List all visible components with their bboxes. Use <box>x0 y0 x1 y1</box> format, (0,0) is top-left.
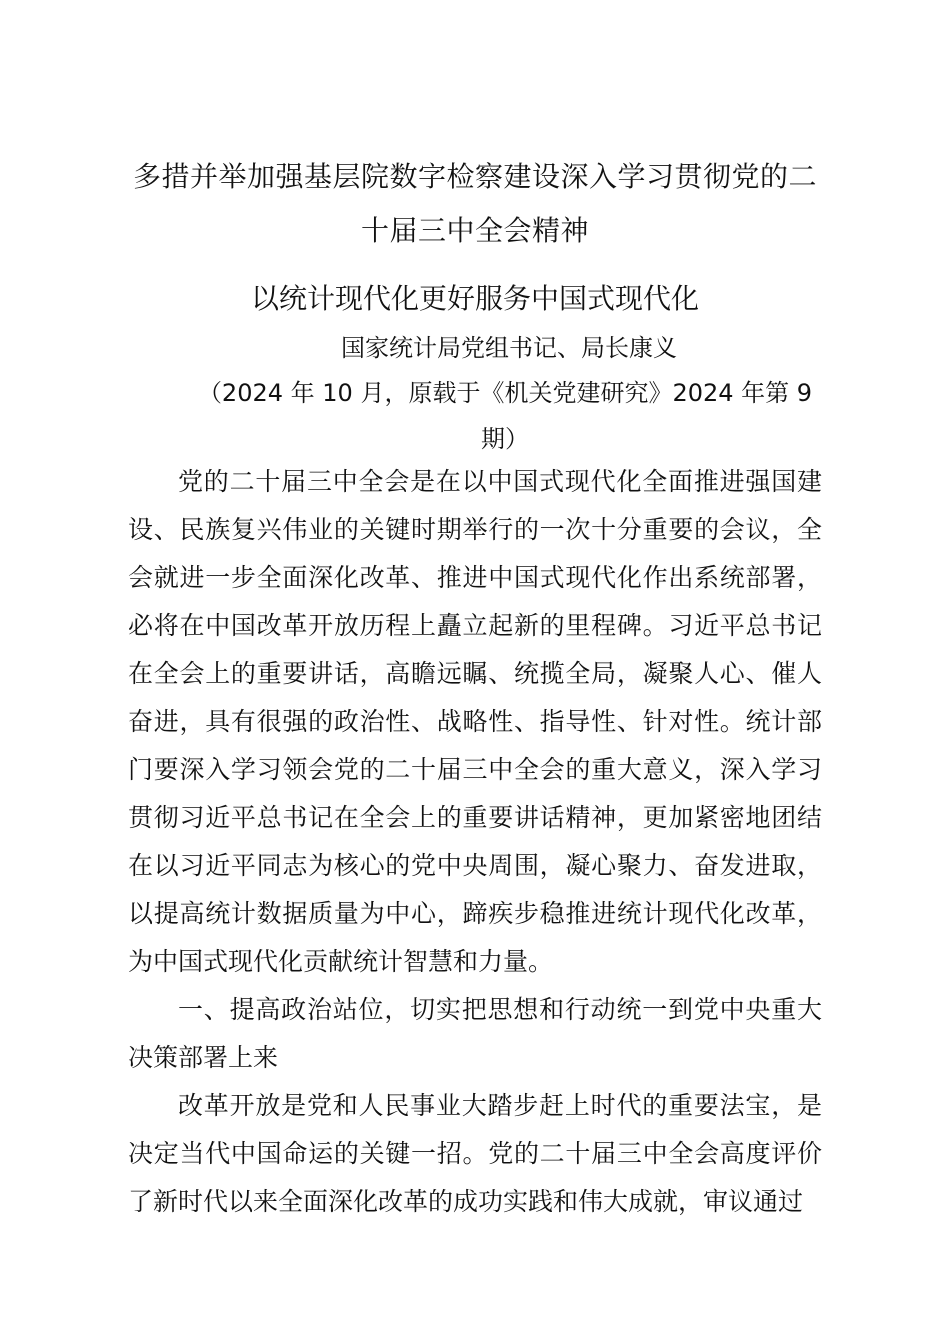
document-source: （2024 年 10 月，原载于《机关党建研究》2024 年第 9 期） <box>197 379 813 453</box>
document-author: 国家统计局党组书记、局长康义 <box>341 334 677 362</box>
document-subtitle: 以统计现代化更好服务中国式现代化 <box>250 282 699 315</box>
paragraph: 改革开放是党和人民事业大踏步赶上时代的重要法宝，是决定当代中国命运的关键一招。党的二十届三中全会高度评价了新时代以来全面深化改革的成功实践和伟大成就，审议通过 <box>128 1091 822 1216</box>
paragraph: 党的二十届三中全会是在以中国式现代化全面推进强国建设、民族复兴伟业的关键时期举行的一次十分重要的会议，全会就进一步全面深化改革、推进中国式现代化作出系统部署，必将在中国改革开放历程上矗立起新的里程碑。习近平总书记在全会上的重要讲话，高瞻远瞩、统揽全局，凝聚人心、催人奋进，具有很强的政治性、战略性、指导性、针对性。统计部门要深入学习领会党的二十届三中全会的重大意义，深入学习贯彻习近平总书记在全会上的重要讲话精神，更加紧密地团结在以习近平同志为核心的党中央周围，凝心聚力、奋发进取，以提高统计数据质量为中心，蹄疾步稳推进统计现代化改革，为中国式现代化贡献统计智慧和力量。 <box>128 467 822 976</box>
document-title: 多措并举加强基层院数字检察建设深入学习贯彻党的二十届三中全会精神 <box>132 160 817 247</box>
section-heading: 一、提高政治站位，切实把思想和行动统一到党中央重大决策部署上来 <box>128 995 822 1072</box>
document-body <box>128 458 822 1226</box>
